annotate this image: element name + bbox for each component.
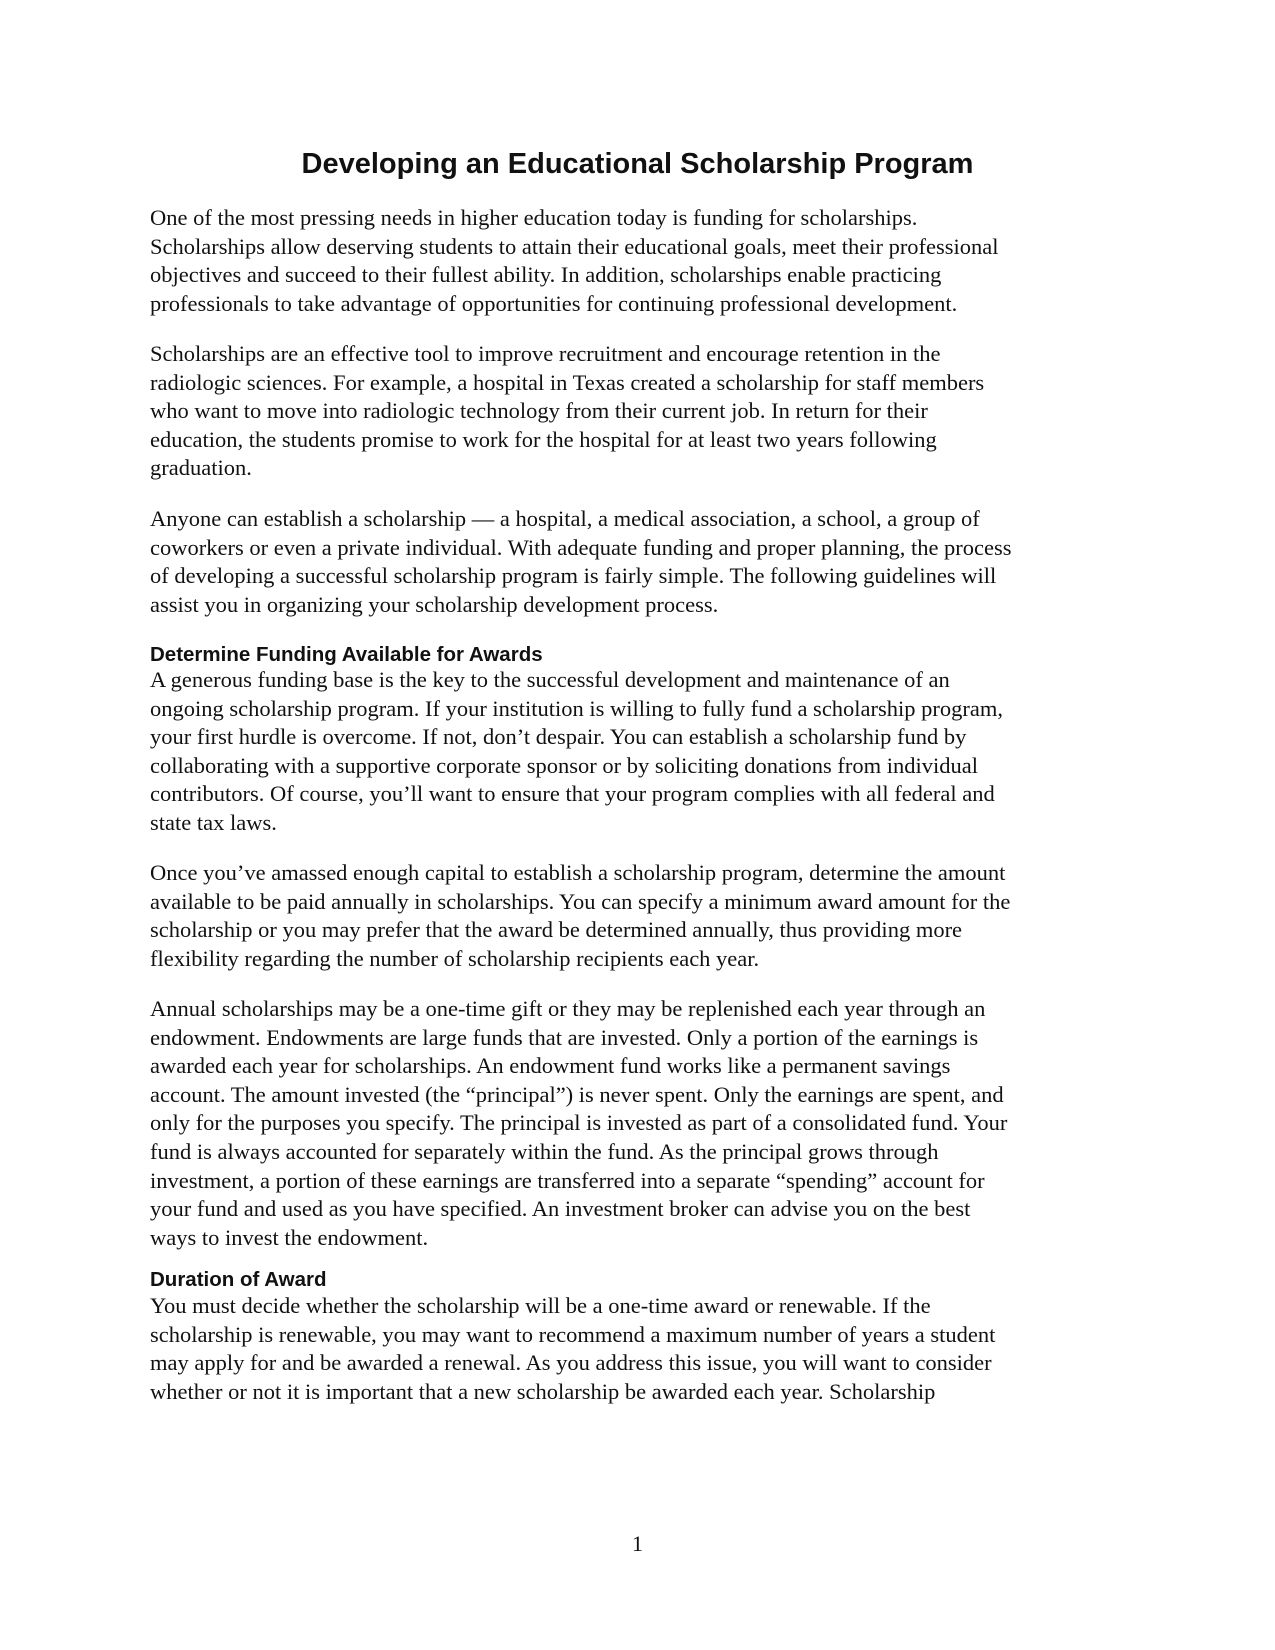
text-line: endowment. Endowments are large funds that are invested. Only a portion of the earnings is (150, 1024, 979, 1050)
text-line: fund is always accounted for separately within the fund. As the principal grows through (150, 1138, 939, 1164)
text-line: Annual scholarships may be a one-time gift or they may be replenished each year through an (150, 996, 986, 1021)
text-line: ongoing scholarship program. If your institution is willing to fully fund a scholarship program, (150, 695, 1004, 721)
text-line: may apply for and be awarded a renewal. As you address this issue, you will want to consider (150, 1350, 992, 1376)
text-line: assist you in organizing your scholarship development process. (150, 591, 719, 617)
funding-paragraph-2 (150, 859, 1130, 973)
text-line: contributors. Of course, you’ll want to ensure that your program complies with all federal and (150, 781, 995, 807)
text-line: your first hurdle is overcome. If not, don’t despair. You can establish a scholarship fund by (150, 724, 967, 750)
text-line: account. The amount invested (the “principal”) is never spent. Only the earnings are spent, and (150, 1081, 1004, 1107)
text-line: professionals to take advantage of opportunities for continuing professional development. (150, 290, 958, 316)
text-line: One of the most pressing needs in higher education today is funding for scholarships. (150, 205, 918, 230)
text-line: education, the students promise to work for the hospital for at least two years following (150, 426, 937, 452)
text-line: state tax laws. (150, 809, 277, 835)
text-line: your fund and used as you have specified. An investment broker can advise you on the best (150, 1196, 971, 1222)
intro-paragraph-2 (150, 340, 1130, 483)
section-heading-duration: Duration of Award (150, 1268, 327, 1291)
text-line: investment, a portion of these earnings are transferred into a separate “spending” account for (150, 1167, 985, 1193)
text-line: Anyone can establish a scholarship — a hospital, a medical association, a school, a group of (150, 506, 980, 531)
text-line: who want to move into radiologic technology from their current job. In return for their (150, 398, 928, 424)
text-line: objectives and succeed to their fullest ability. In addition, scholarships enable practicing (150, 262, 942, 288)
text-line: Scholarships are an effective tool to improve recruitment and encourage retention in the (150, 341, 941, 366)
funding-paragraph-1 (150, 666, 1130, 838)
document-title: Developing an Educational Scholarship Program (301, 148, 974, 180)
text-line: radiologic sciences. For example, a hospital in Texas created a scholarship for staff members (150, 369, 985, 395)
section-heading-funding: Determine Funding Available for Awards (150, 643, 543, 666)
text-line: coworkers or even a private individual. With adequate funding and proper planning, the process (150, 534, 1012, 560)
page-number: 1 (632, 1531, 643, 1556)
text-line: ways to invest the endowment. (150, 1224, 429, 1250)
text-line: available to be paid annually in scholarships. You can specify a minimum award amount for the (150, 888, 1011, 914)
funding-paragraph-3 (150, 995, 1130, 1252)
text-line: You must decide whether the scholarship will be a one-time award or renewable. If the (150, 1293, 931, 1318)
intro-paragraph-3 (150, 505, 1130, 619)
text-line: flexibility regarding the number of scholarship recipients each year. (150, 945, 760, 971)
text-line: scholarship or you may prefer that the award be determined annually, thus providing more (150, 917, 963, 943)
text-line: whether or not it is important that a new scholarship be awarded each year. Scholarship (150, 1378, 936, 1404)
duration-paragraph-1 (150, 1292, 1130, 1406)
text-line: only for the purposes you specify. The principal is invested as part of a consolidated fund. Your (150, 1110, 1008, 1136)
text-line: graduation. (150, 455, 252, 481)
intro-paragraph-1 (150, 204, 1130, 318)
text-line: collaborating with a supportive corporate sponsor or by soliciting donations from individual (150, 752, 978, 778)
text-line: scholarship is renewable, you may want to recommend a maximum number of years a student (150, 1321, 996, 1347)
text-line: of developing a successful scholarship program is fairly simple. The following guidelines will (150, 563, 997, 589)
text-line: Scholarships allow deserving students to attain their educational goals, meet their professional (150, 233, 999, 259)
text-line: Once you’ve amassed enough capital to establish a scholarship program, determine the amount (150, 860, 1006, 885)
text-line: A generous funding base is the key to the successful development and maintenance of an (150, 667, 950, 692)
text-line: awarded each year for scholarships. An endowment fund works like a permanent savings (150, 1053, 951, 1079)
